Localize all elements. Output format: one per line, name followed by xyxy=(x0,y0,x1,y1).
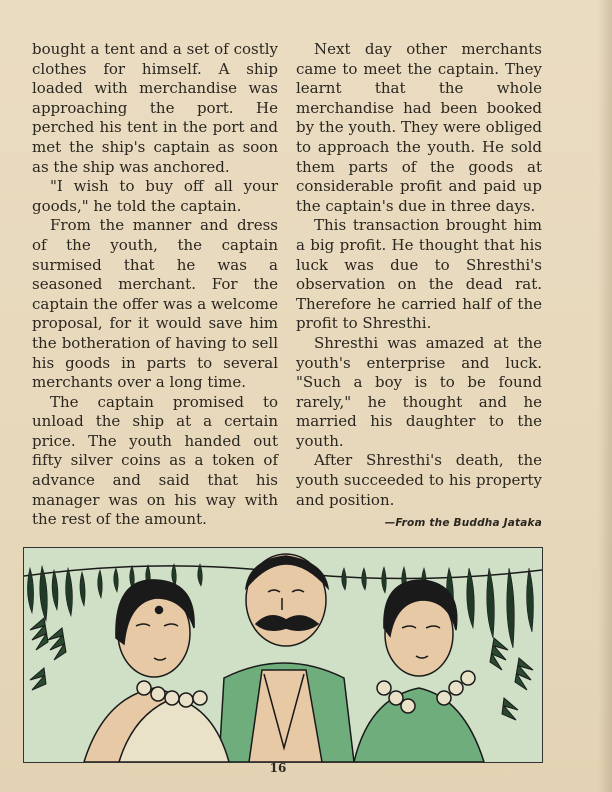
page-edge-shadow xyxy=(598,0,612,792)
page-number: 16 xyxy=(269,761,287,775)
paragraph: The captain promised to unload the ship at a certain price. The youth handed out fifty silver coins as a token of advance and said that his manager was on his way with the rest of the amount. xyxy=(32,392,278,529)
illustration-art xyxy=(24,548,542,762)
paragraph: "I wish to buy off all your goods," he told the captain. xyxy=(32,177,278,215)
wedding-scene-illustration xyxy=(23,547,543,763)
paragraph: Next day other merchants came to meet the captain. They learnt that the whole merchandise had been booked by the youth. They were obliged to approach the youth. He sold them parts of the goods at considerable profit and paid up the captain's due in three days. xyxy=(296,40,542,215)
text-column-right xyxy=(296,40,542,534)
paragraph: From the manner and dress of the youth, the captain surmised that he was a seasoned merchant. For the captain the offer was a welcome proposal, for it would save him the botheration of having to sell his goods in parts to several merchants over a long time. xyxy=(32,216,278,392)
paragraph: After Shresthi's death, the youth succeeded to his property and position. xyxy=(296,451,542,509)
story-credit: —From the Buddha Jataka xyxy=(384,517,542,530)
paragraph: Shresthi was amazed at the youth's enterprise and luck. "Such a boy is to be found rarely," he thought and he married his daughter to the youth. xyxy=(296,333,542,450)
paragraph: This transaction brought him a big profit. He thought that his luck was due to Shresthi's observation on the dead rat. Therefore he carried half of the profit to Shresthi. xyxy=(296,216,542,333)
paragraph: bought a tent and a set of costly clothes for himself. A ship loaded with merchandise was approaching the port. He perched his tent in the port and met the ship's captain as soon as the ship was anchored. xyxy=(32,40,278,176)
text-column-left xyxy=(32,40,278,530)
